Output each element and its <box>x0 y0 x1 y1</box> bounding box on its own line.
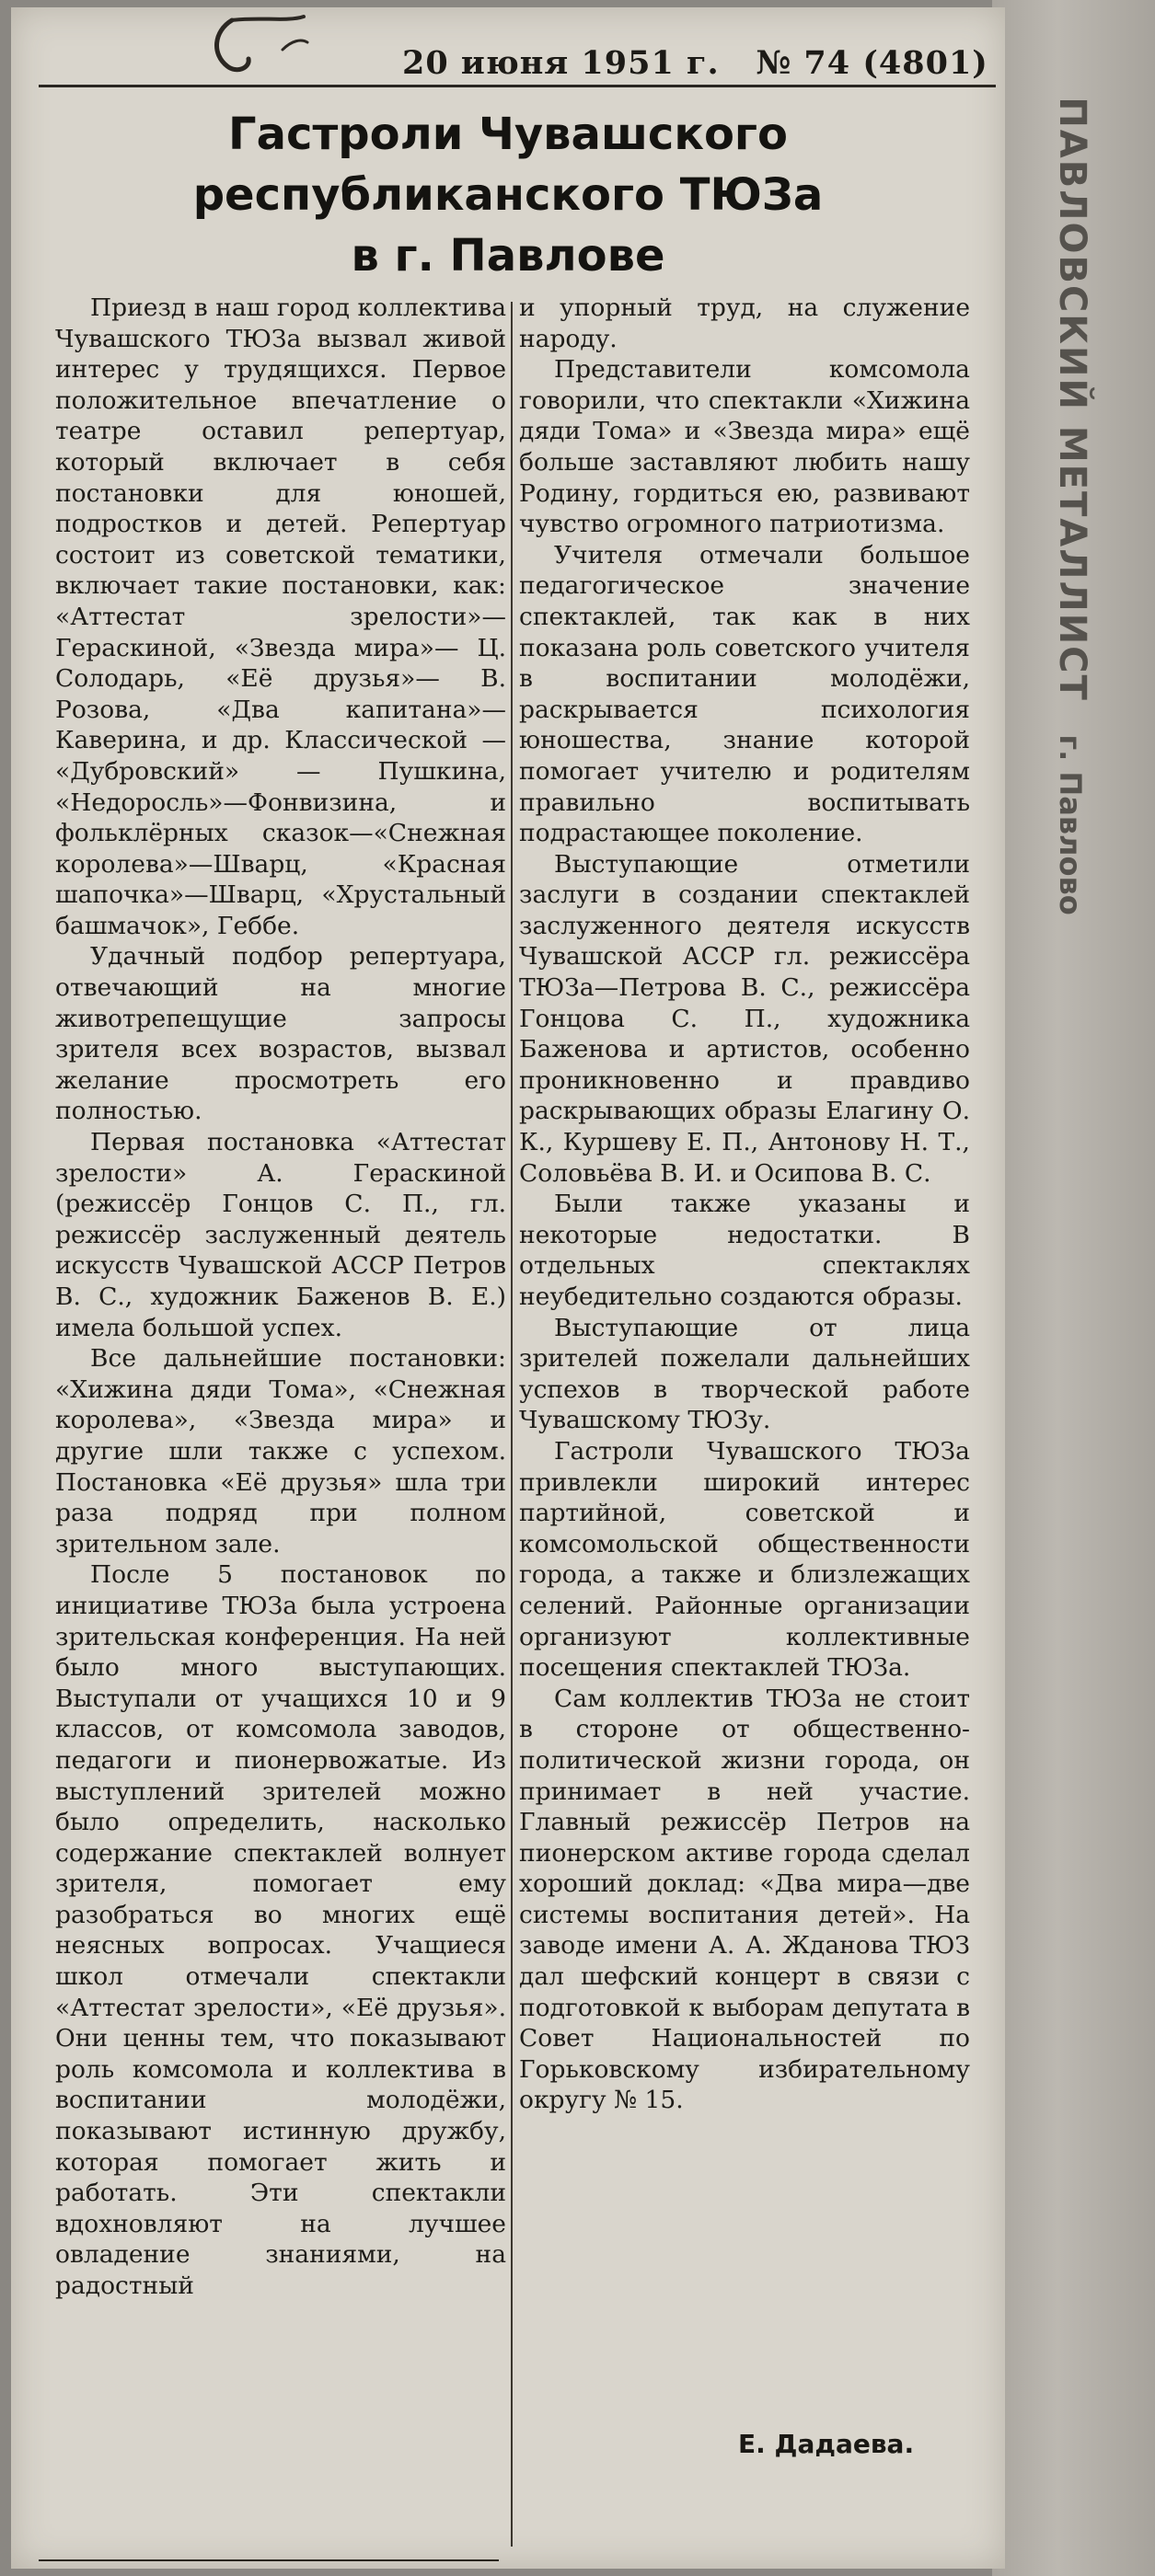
headline-line-3: в г. Павлове <box>351 230 665 282</box>
paragraph: Все дальнейшие постановки: «Хижина дяди Тома», «Снежная королева», «Звезда мира» и другие шли также с успехом. Постановка «Её друзья» шла три раза подряд при полном зрительном зале. <box>55 1344 506 1558</box>
paragraph: и упорный труд, на служение народу. <box>519 293 970 353</box>
stamp-city: г. Павлово <box>1053 734 1088 915</box>
paragraph: Первая постановка «Аттестат зрелости» А. Гераскиной (режиссёр Гонцов С. П., гл. режиссёр заслуженный деятель искусств Чувашской АССР Петров В. С., художник Баженов В. Е.) имела большой успех. <box>55 1128 506 1342</box>
handwritten-mark-icon <box>195 13 315 77</box>
headline-line-1: Гастроли Чувашского <box>228 109 788 160</box>
paragraph: После 5 постановок по инициативе ТЮЗа была устроена зрительская конференция. На ней было много выступающих. Выступали от учащихся 10 и 9 классов, от комсомола заводов, педагоги и пионервожатые. Из выступлений зрителей можно было определить, насколько содержание спектаклей волнует зрителя, помогает ему разобраться во многих ещё неясных вопросах. Учащиеся школ отмечали спектакли «Аттестат зрелости», «Её друзья». Они ценны тем, что показывают роль комсомола и коллектива в воспитании молодёжи, показывают истинную дружбу, которая помогает жить и работать. Эти спектакли вдохновляют на лучшее овладение знаниями, на радостный <box>55 1560 506 2300</box>
paragraph: Гастроли Чувашского ТЮЗа привлекли широкий интерес партийной, советской и комсомольской общественности города, а также и близлежащих селений. Районные организации организуют коллективные посещения спектаклей ТЮЗа. <box>519 1436 970 1683</box>
newspaper-clipping <box>11 7 1005 2569</box>
column-divider <box>511 302 513 2547</box>
paragraph: Сам коллектив ТЮЗа не стоит в стороне от общественно-политической жизни города, он принимает в ней участие. Главный режиссёр Петров на пионерском активе города сделал хороший доклад: «Два мира—две системы воспитания детей». На заводе имени А. А. Жданова ТЮЗ дал шефский концерт в связи с подготовкой к выборам депутата в Совет Национальностей по Горьковскому избирательному округу № 15. <box>519 1684 970 2115</box>
issue-header <box>402 44 988 82</box>
paragraph: Удачный подбор репертуара, отвечающий на многие животрепещущие запросы зрителя всех возрастов, вызвал желание просмотреть его полностью. <box>55 942 506 1126</box>
stamp-newspaper-name: ПАВЛОВСКИЙ МЕТАЛЛИСТ <box>1051 97 1093 702</box>
paragraph: Были также указаны и некоторые недостатки. В отдельных спектаклях неубедительно создаются образы. <box>519 1190 970 1311</box>
author-signature: Е. Дадаева. <box>738 2429 915 2459</box>
headline-line-2: республиканского ТЮЗа <box>192 169 824 221</box>
issue-number: № 74 (4801) <box>756 44 988 82</box>
paragraph: Выступающие от лица зрителей пожелали дальнейших успехов в творческой работе Чувашскому ТЮЗу. <box>519 1313 970 1435</box>
paragraph: Приезд в наш город коллектива Чувашского ТЮЗа вызвал живой интерес у трудящихся. Первое положительное впечатление о театре оставил репертуар, который включает в себя постановки для юношей, подростков и детей. Репертуар состоит из советской тематики, включает такие постановки, как: «Аттестат зрелости»— Гераскиной, «Звезда мира»— Ц. Солодарь, «Её друзья»— В. Розова, «Два капитана»— Каверина, и др. Классической — «Дубровский» — Пушкина, «Недоросль»—Фонвизина, и фольклёрных сказок—«Снежная королева»—Шварц, «Красная шапочка»—Шварц, «Хрустальный башмачок», Геббе. <box>55 293 506 940</box>
paragraph: Представители комсомола говорили, что спектакли «Хижина дяди Тома» и «Звезда мира» ещё больше заставляют любить нашу Родину, гордиться ею, развивают чувство огромного патриотизма. <box>519 355 970 539</box>
article-headline <box>94 104 922 286</box>
paragraph: Учителя отмечали большое педагогическое значение спектаклей, так как в них показана роль советского учителя в воспитании молодёжи, раскрывается психология юношества, знание которой помогает учителю и родителям правильно воспитывать подрастающее поколение. <box>519 540 970 848</box>
top-rule <box>39 85 996 87</box>
issue-date: 20 июня 1951 г. <box>402 44 720 82</box>
article-column-right <box>519 293 970 2116</box>
newspaper-stamp <box>1017 97 1127 915</box>
bottom-rule <box>39 2559 499 2561</box>
article-column-left <box>55 293 506 2302</box>
paragraph: Выступающие отметили заслуги в создании спектаклей заслуженного деятеля искусств Чувашской АССР гл. режиссёра ТЮЗа—Петрова В. С., режиссёра Гонцова С. П., художника Баженова и артистов, особенно проникновенно и правдиво раскрывающих образы Елагину О. К., Куршеву Е. П., Антонову Н. Т., Соловьёва В. И. и Осипова В. С. <box>519 849 970 1188</box>
